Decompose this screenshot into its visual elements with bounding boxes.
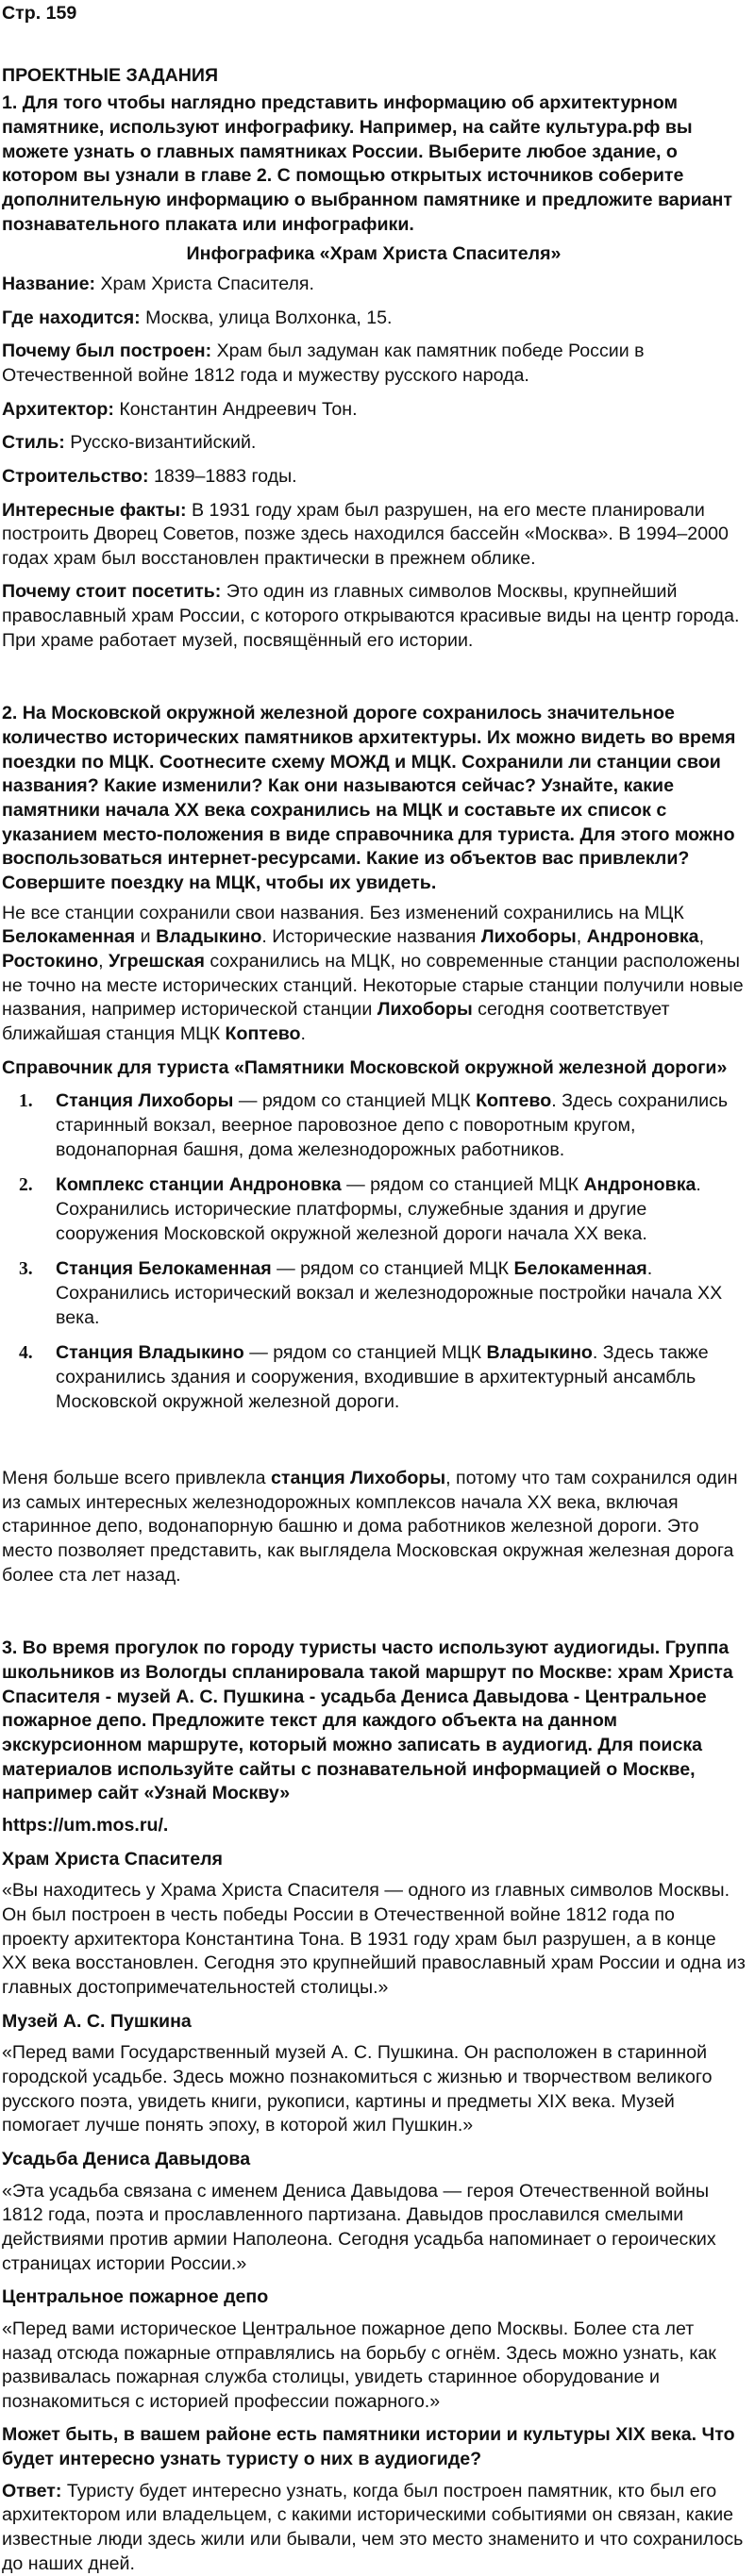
answer-text: , bbox=[698, 926, 705, 948]
answer-text: , bbox=[576, 926, 587, 948]
document-page bbox=[0, 2, 755, 2576]
field-label: Почему стоит посетить: bbox=[2, 581, 222, 603]
page-number: Стр. 159 bbox=[2, 3, 77, 24]
field-location bbox=[2, 307, 746, 331]
closing-text: Меня больше всего привлекла bbox=[2, 1468, 271, 1489]
guide-item-station: Андроновка bbox=[583, 1174, 696, 1196]
field-value: Храм Христа Спасителя. bbox=[95, 273, 314, 294]
section-title: ПРОЕКТНЫЕ ЗАДАНИЯ bbox=[2, 64, 219, 86]
field-label: Стиль: bbox=[2, 432, 65, 454]
station-name: Коптево bbox=[225, 1022, 301, 1044]
field-label: Архитектор: bbox=[2, 398, 114, 420]
field-value: Храм был задуман как памятник победе России в Отечественной войне 1812 года и мужеству русского народа. bbox=[2, 341, 645, 386]
guide-item-text: . Сохранились исторические платформы, служебные здания и другие сооружения Московской окружной железной дороги начала XX века. bbox=[56, 1174, 701, 1244]
guide-item-number: 4. bbox=[19, 1343, 33, 1364]
answer-text: сегодня соответствует ближайшая станция МЦК bbox=[2, 999, 670, 1044]
field-style bbox=[2, 431, 746, 456]
audio-object-text: «Перед вами Государственный музей А. С. Пушкина. Он расположен в старинной городской усадьбе. Здесь можно познакомиться с жизнью и творчеством великого русского поэта, увидеть книги, рукописи, картины и предметы XIX века. Музей помогает лучше понять эпоху, в которой жил Пушкин.» bbox=[2, 2042, 713, 2136]
answer-text: , bbox=[98, 951, 109, 972]
task-2-prompt: 2. На Московской окружной железной дороге сохранилось значительное количество исторических памятников архитектуры. Их можно видеть во время поездки по МЦК. Соотнесите схему МОЖД и МЦК. Сохранили ли станции свои названия? Какие изменили? Как они называются сейчас? Узнайте, какие памятники начала XX века сохранились на МЦК и составьте их список с указанием место-положения в виде справочника для туриста. Для этого можно воспользоваться интернет-ресурсами. Какие из объектов вас привлекли? Совершите поездку на МЦК, чтобы их увидеть. bbox=[2, 703, 736, 894]
closing-text: , потому что там сохранился один из самых интересных железнодорожных комплексов начала XX века, включая старинное депо, водонапорную башню и дома работников железной дороги. Это место позволяет представить, как выглядела Московская окружная железная дорога более ста лет назад. bbox=[2, 1468, 738, 1586]
audio-object-text: «Перед вами историческое Центральное пожарное депо Москвы. Более ста лет назад отсюда пожарные отправлялись на борьбу с огнём. Здесь можно узнать, как развивалась пожарная служба столицы, увидеть старинное оборудование и познакомиться с историей профессии пожарного.» bbox=[2, 2318, 716, 2412]
field-value: 1839–1883 годы. bbox=[148, 465, 297, 487]
task-3-question: Может быть, в вашем районе есть памятники истории и культуры XIX века. Что будет интересно узнать туристу о них в аудиогиде? bbox=[2, 2424, 735, 2470]
guide-item-text: — рядом со станцией МЦК bbox=[233, 1090, 477, 1112]
audio-object-title: Музей А. С. Пушкина bbox=[2, 2010, 192, 2032]
answer-text: сохранились на МЦК, но современные станции расположены не точно на месте исторических станций. Некоторые старые станции получили новые названия, например исторической станции bbox=[2, 951, 744, 1021]
field-visit bbox=[2, 580, 746, 653]
field-architect bbox=[2, 398, 746, 423]
guide-item bbox=[2, 1089, 746, 1162]
audio-object-title: Усадьба Дениса Давыдова bbox=[2, 2148, 251, 2169]
guide-item-text: — рядом со станцией МЦК bbox=[271, 1258, 514, 1280]
field-construction bbox=[2, 465, 746, 490]
station-name: Белокаменная bbox=[2, 926, 136, 948]
station-name: Лихоборы bbox=[480, 926, 577, 948]
guide-item-name: Станция Владыкино bbox=[56, 1342, 244, 1364]
guide-item-name: Станция Лихоборы bbox=[56, 1090, 234, 1112]
task-2-closing bbox=[2, 1467, 746, 1587]
field-value: В 1931 году храм был разрушен, на его месте планировали построить Дворец Советов, позже здесь находился бассейн «Москва». В 1994–2000 годах храм был восстановлен практически в прежнем облике. bbox=[2, 499, 729, 569]
answer-text: . bbox=[300, 1022, 306, 1044]
guide-item-number: 1. bbox=[19, 1091, 33, 1112]
guide-item-text: . Здесь также сохранились здания и сооружения, входившие в архитектурный ансамбль Московской окружной железной дороги. bbox=[56, 1342, 709, 1412]
field-value: Константин Андреевич Тон. bbox=[113, 398, 358, 420]
field-reason bbox=[2, 340, 746, 388]
field-label: Где находится: bbox=[2, 307, 141, 328]
field-label: Интересные факты: bbox=[2, 499, 187, 521]
guide-item bbox=[2, 1257, 746, 1330]
website-url: https://um.mos.ru/. bbox=[2, 1815, 169, 1836]
station-name: Ростокино bbox=[2, 951, 99, 972]
guide-item-text: — рядом со станцией МЦК bbox=[243, 1342, 487, 1364]
guide-item-station: Коптево bbox=[476, 1090, 552, 1112]
guide-item-number: 2. bbox=[19, 1175, 33, 1196]
guide-item bbox=[2, 1341, 746, 1414]
closing-highlight: станция Лихоборы bbox=[270, 1468, 446, 1489]
task-3-answer bbox=[2, 2480, 746, 2576]
guide-item-number: 3. bbox=[19, 1259, 33, 1280]
task-1-prompt: 1. Для того чтобы наглядно представить информацию об архитектурном памятнике, используют инфографику. Например, на сайте культура.рф вы можете узнать о главных памятниках России. Выберите любое здание, о котором вы узнали в главе 2. С помощью открытых источников соберите дополнительную информацию о выбранном памятнике и предложите вариант познавательного плаката или инфографики. bbox=[2, 92, 732, 235]
audio-object-text: «Вы находитесь у Храма Христа Спасителя — одного из главных символов Москвы. Он был построен в честь победы России в Отечественной войне 1812 года по проекту архитектора Константина Тона. В 1931 году храм был разрушен, а в конце XX века восстановлен. Сегодня это крупнейший православный храм России и одна из главных достопримечательностей столицы.» bbox=[2, 1880, 746, 1998]
audio-object-title: Храм Христа Спасителя bbox=[2, 1848, 223, 1870]
answer-label: Ответ: bbox=[2, 2480, 62, 2501]
guide-list bbox=[2, 1089, 746, 1414]
field-label: Название: bbox=[2, 273, 96, 294]
infographic-fields bbox=[2, 273, 746, 654]
answer-text: Туристу будет интересно узнать, когда был построен памятник, кто был его архитектором или владельцем, с какими историческими событиями он связан, какие известные люди здесь жили или бывали, чем это место знаменито и что сохранилось до наших дней. bbox=[2, 2480, 744, 2574]
station-name: Лихоборы bbox=[377, 999, 473, 1021]
answer-text: и bbox=[135, 926, 157, 948]
field-label: Почему был построен: bbox=[2, 341, 212, 362]
answer-text: Не все станции сохранили свои названия. Без изменений сохранились на МЦК bbox=[2, 902, 684, 923]
task-3-prompt: 3. Во время прогулок по городу туристы часто используют аудиогиды. Группа школьников из Вологды спланировала такой маршрут по Москве: храм Христа Спасителя - музей А. С. Пушкина - усадьба Дениса Давыдова - Центральное пожарное депо. Предложите текст для каждого объекта на данном экскурсионном маршруте, который можно записать в аудиогид. Для поиска материалов используйте сайты с познавательной информацией о Москве, например сайт «Узнай Москву» bbox=[2, 1637, 733, 1804]
infographic-title: Инфографика «Храм Христа Спасителя» bbox=[186, 243, 562, 265]
guide-item-name: Станция Белокаменная bbox=[56, 1258, 272, 1280]
guide-item bbox=[2, 1173, 746, 1246]
audio-object-text: «Эта усадьба связана с именем Дениса Давыдова — героя Отечественной войны 1812 года, поэта и прославленного партизана. Давыдов прославился смелыми действиями против армии Наполеона. Сегодня усадьба напоминает о героических страницах истории России.» bbox=[2, 2180, 716, 2274]
guide-item-name: Комплекс станции Андроновка bbox=[56, 1174, 342, 1196]
station-name: Владыкино bbox=[156, 926, 262, 948]
field-value: Это один из главных символов Москвы, крупнейший православный храм России, с которого открываются красивые виды на центр города. При храме работает музей, посвящённый его истории. bbox=[2, 581, 740, 651]
guide-item-text: . Сохранились исторический вокзал и железнодорожные постройки начала XX века. bbox=[56, 1258, 723, 1328]
guide-item-text: — рядом со станцией МЦК bbox=[341, 1174, 584, 1196]
field-value: Русско-византийский. bbox=[64, 432, 257, 454]
field-label: Строительство: bbox=[2, 465, 149, 487]
guide-item-station: Владыкино bbox=[486, 1342, 593, 1364]
guide-title: Справочник для туриста «Памятники Московской окружной железной дороги» bbox=[2, 1056, 728, 1078]
field-value: Москва, улица Волхонка, 15. bbox=[140, 307, 393, 328]
audio-object-title: Центральное пожарное депо bbox=[2, 2286, 269, 2308]
field-facts bbox=[2, 499, 746, 572]
field-name bbox=[2, 273, 746, 297]
station-name: Андроновка bbox=[586, 926, 699, 948]
answer-text: . Исторические названия bbox=[261, 926, 481, 948]
guide-item-station: Белокаменная bbox=[513, 1258, 647, 1280]
task-2-answer bbox=[2, 902, 746, 1047]
station-name: Угрешская bbox=[109, 951, 205, 972]
guide-item-text: . Здесь сохранились старинный вокзал, веерное паровозное депо с поворотным кругом, водонапорная башня, дома железнодорожных работников. bbox=[56, 1090, 729, 1160]
